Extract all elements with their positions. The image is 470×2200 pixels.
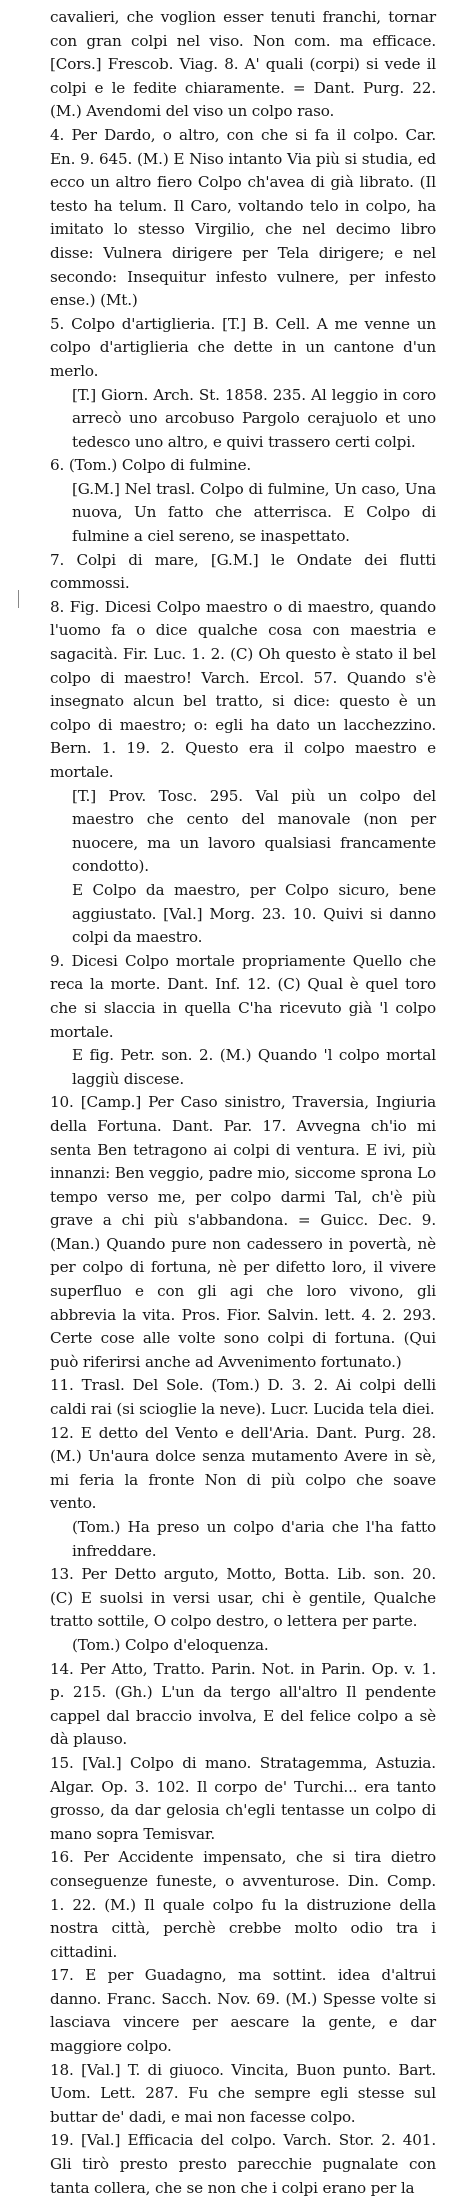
sub-entry: E Colpo da maestro, per Colpo sicuro, bene aggiustato. [Val.] Morg. 23. 10. Quivi si danno colpi da maestro. bbox=[72, 880, 436, 947]
numbered-entry: 11. Trasl. Del Sole. (Tom.) D. 3. 2. Ai colpi delli caldi rai (si scioglie la neve). Lucr. Lucida tela diei. bbox=[50, 1376, 436, 1419]
entry-paragraph: cavalieri, che voglion esser tenuti franchi, tornar con gran colpi nel viso. Non com. ma efficace. [Cors.] Frescob. Viag. 8. A' quali (corpi) si vede il colpi e le fedite chiaramente. = Dant. Purg. 22. (M.) Avendomi del viso un colpo raso. bbox=[50, 8, 436, 121]
numbered-entry: 19. [Val.] Efficacia del colpo. Varch. Stor. 2. 401. Gli tirò presto presto parecchie pugnalate con tanta collera, che se non che i colpi erano per la bbox=[50, 2131, 436, 2197]
numbered-entry: 9. Dicesi Colpo mortale propriamente Quello che reca la morte. Dant. Inf. 12. (C) Qual è quel toro che si slaccia in quella C'ha ricevuto già 'l colpo mortale. bbox=[50, 951, 436, 1041]
numbered-entry: 17. E per Guadagno, ma sottint. idea d'altrui danno. Franc. Sacch. Nov. 69. (M.) Spesse volte si lasciava vincere per aescare la gente, e dar maggiore colpo. bbox=[50, 1966, 436, 2056]
numbered-entry: 12. E detto del Vento e dell'Aria. Dant. Purg. 28. (M.) Un'aura dolce senza mutamento Avere in sè, mi feria la fronte Non di più colpo che soave vento. bbox=[50, 1423, 436, 1513]
numbered-entry: 14. Per Atto, Tratto. Parin. Not. in Parin. Op. v. 1. p. 215. (Gh.) L'un da tergo all'altro Il pendente cappel dal braccio involva, E del felice colpo a sè dà plauso. bbox=[50, 1659, 436, 1749]
sub-entry: (Tom.) Ha preso un colpo d'aria che l'ha fatto infreddare. bbox=[72, 1518, 436, 1560]
sub-entry: [T.] Giorn. Arch. St. 1858. 235. Al leggio in coro arrecò uno arcobuso Pargolo cerajuolo et uno tedesco uno altro, e quivi trassero certi colpi. bbox=[72, 385, 436, 451]
sub-entry: [T.] Prov. Tosc. 295. Val più un colpo del maestro che cento del manovale (non per nuocere, ma un lavoro qualsiasi francamente condotto). bbox=[72, 786, 436, 876]
numbered-entry: 10. [Camp.] Per Caso sinistro, Traversia, Ingiuria della Fortuna. Dant. Par. 17. Avvegna ch'io mi senta Ben tetragono ai colpi di ventura. E ivi, più innanzi: Ben veggio, padre mio, siccome sprona Lo tempo verso me, per colpo darmi Tal, ch'è più grave a chi più s'abbandona. = Guicc. Dec. 9. (Man.) Quando pure non cadessero in povertà, nè per colpo di fortuna, nè per difetto loro, il vivere superfluo e con gli agi che loro vivono, gli abbrevia la vita. Pros. Fior. Salvin. lett. 4. 2. 293. Certe cose alle volte sono colpi di fortuna. (Qui può riferirsi anche ad Avvenimento fortunato.) bbox=[50, 1093, 436, 1371]
sub-entry: (Tom.) Colpo d'eloquenza. bbox=[72, 1635, 269, 1654]
numbered-entry: 18. [Val.] T. di giuoco. Vincita, Buon punto. Bart. Uom. Lett. 287. Fu che sempre egli stesse sul buttar de' dadi, e mai non facesse colpo. bbox=[50, 2060, 436, 2126]
numbered-entry: 8. Fig. Dicesi Colpo maestro o di maestro, quando l'uomo fa o dice qualche cosa con maestria e sagacità. Fir. Luc. 1. 2. (C) Oh questo è stato il bel colpo di maestro! Varch. Ercol. 57. Quando s'è insegnato alcun bel tratto, si dice: questo è un colpo di maestro; o: egli ha dato un lacchezzino. Bern. 1. 19. 2. Questo era il colpo maestro e mortale. bbox=[50, 597, 436, 781]
numbered-entry: 16. Per Accidente impensato, che si tira dietro conseguenze funeste, o avventurose. Din. Comp. 1. 22. (M.) Il quale colpo fu la distruzione della nostra città, perchè crebbe molto odio tra i cittadini. bbox=[50, 1848, 436, 1961]
sub-entry: E fig. Petr. son. 2. (M.) Quando 'l colpo mortal laggiù discese. bbox=[72, 1046, 436, 1088]
entry-list bbox=[50, 6, 436, 2200]
numbered-entry: 6. (Tom.) Colpo di fulmine. bbox=[50, 456, 252, 475]
numbered-entry: 5. Colpo d'artiglieria. [T.] B. Cell. A me venne un colpo d'artiglieria che dette in un cantone d'un merlo. bbox=[50, 314, 436, 380]
numbered-entry: 4. Per Dardo, o altro, con che si fa il colpo. Car. En. 9. 645. (M.) E Niso intanto Via più si studia, ed ecco un altro fiero Colpo ch'avea di già librato. (Il testo ha telum. Il Caro, voltando telo in colpo, ha imitato lo stesso Virgilio, che nel decimo libro disse: Vulnera dirigere per Tela dirigere; e nel secondo: Insequitur infesto vulnere, per infesto ense.) (Mt.) bbox=[50, 125, 436, 310]
numbered-entry: 13. Per Detto arguto, Motto, Botta. Lib. son. 20. (C) E suolsi in versi usar, chi è gentile, Qualche tratto sottile, O colpo destro, o lettera per parte. bbox=[50, 1565, 436, 1631]
margin-mark bbox=[18, 590, 19, 608]
sub-entry: [G.M.] Nel trasl. Colpo di fulmine, Un caso, Una nuova, Un fatto che atterrisca. E Colpo di fulmine a ciel sereno, se inaspettato. bbox=[72, 479, 436, 546]
numbered-entry: 7. Colpi di mare, [G.M.] le Ondate dei flutti commossi. bbox=[50, 550, 436, 593]
numbered-entry: 15. [Val.] Colpo di mano. Stratagemma, Astuzia. Algar. Op. 3. 102. Il corpo de' Turchi... era tanto grosso, da dar gelosia ch'egli tentasse un colpo di mano sopra Temisvar. bbox=[50, 1753, 436, 1843]
